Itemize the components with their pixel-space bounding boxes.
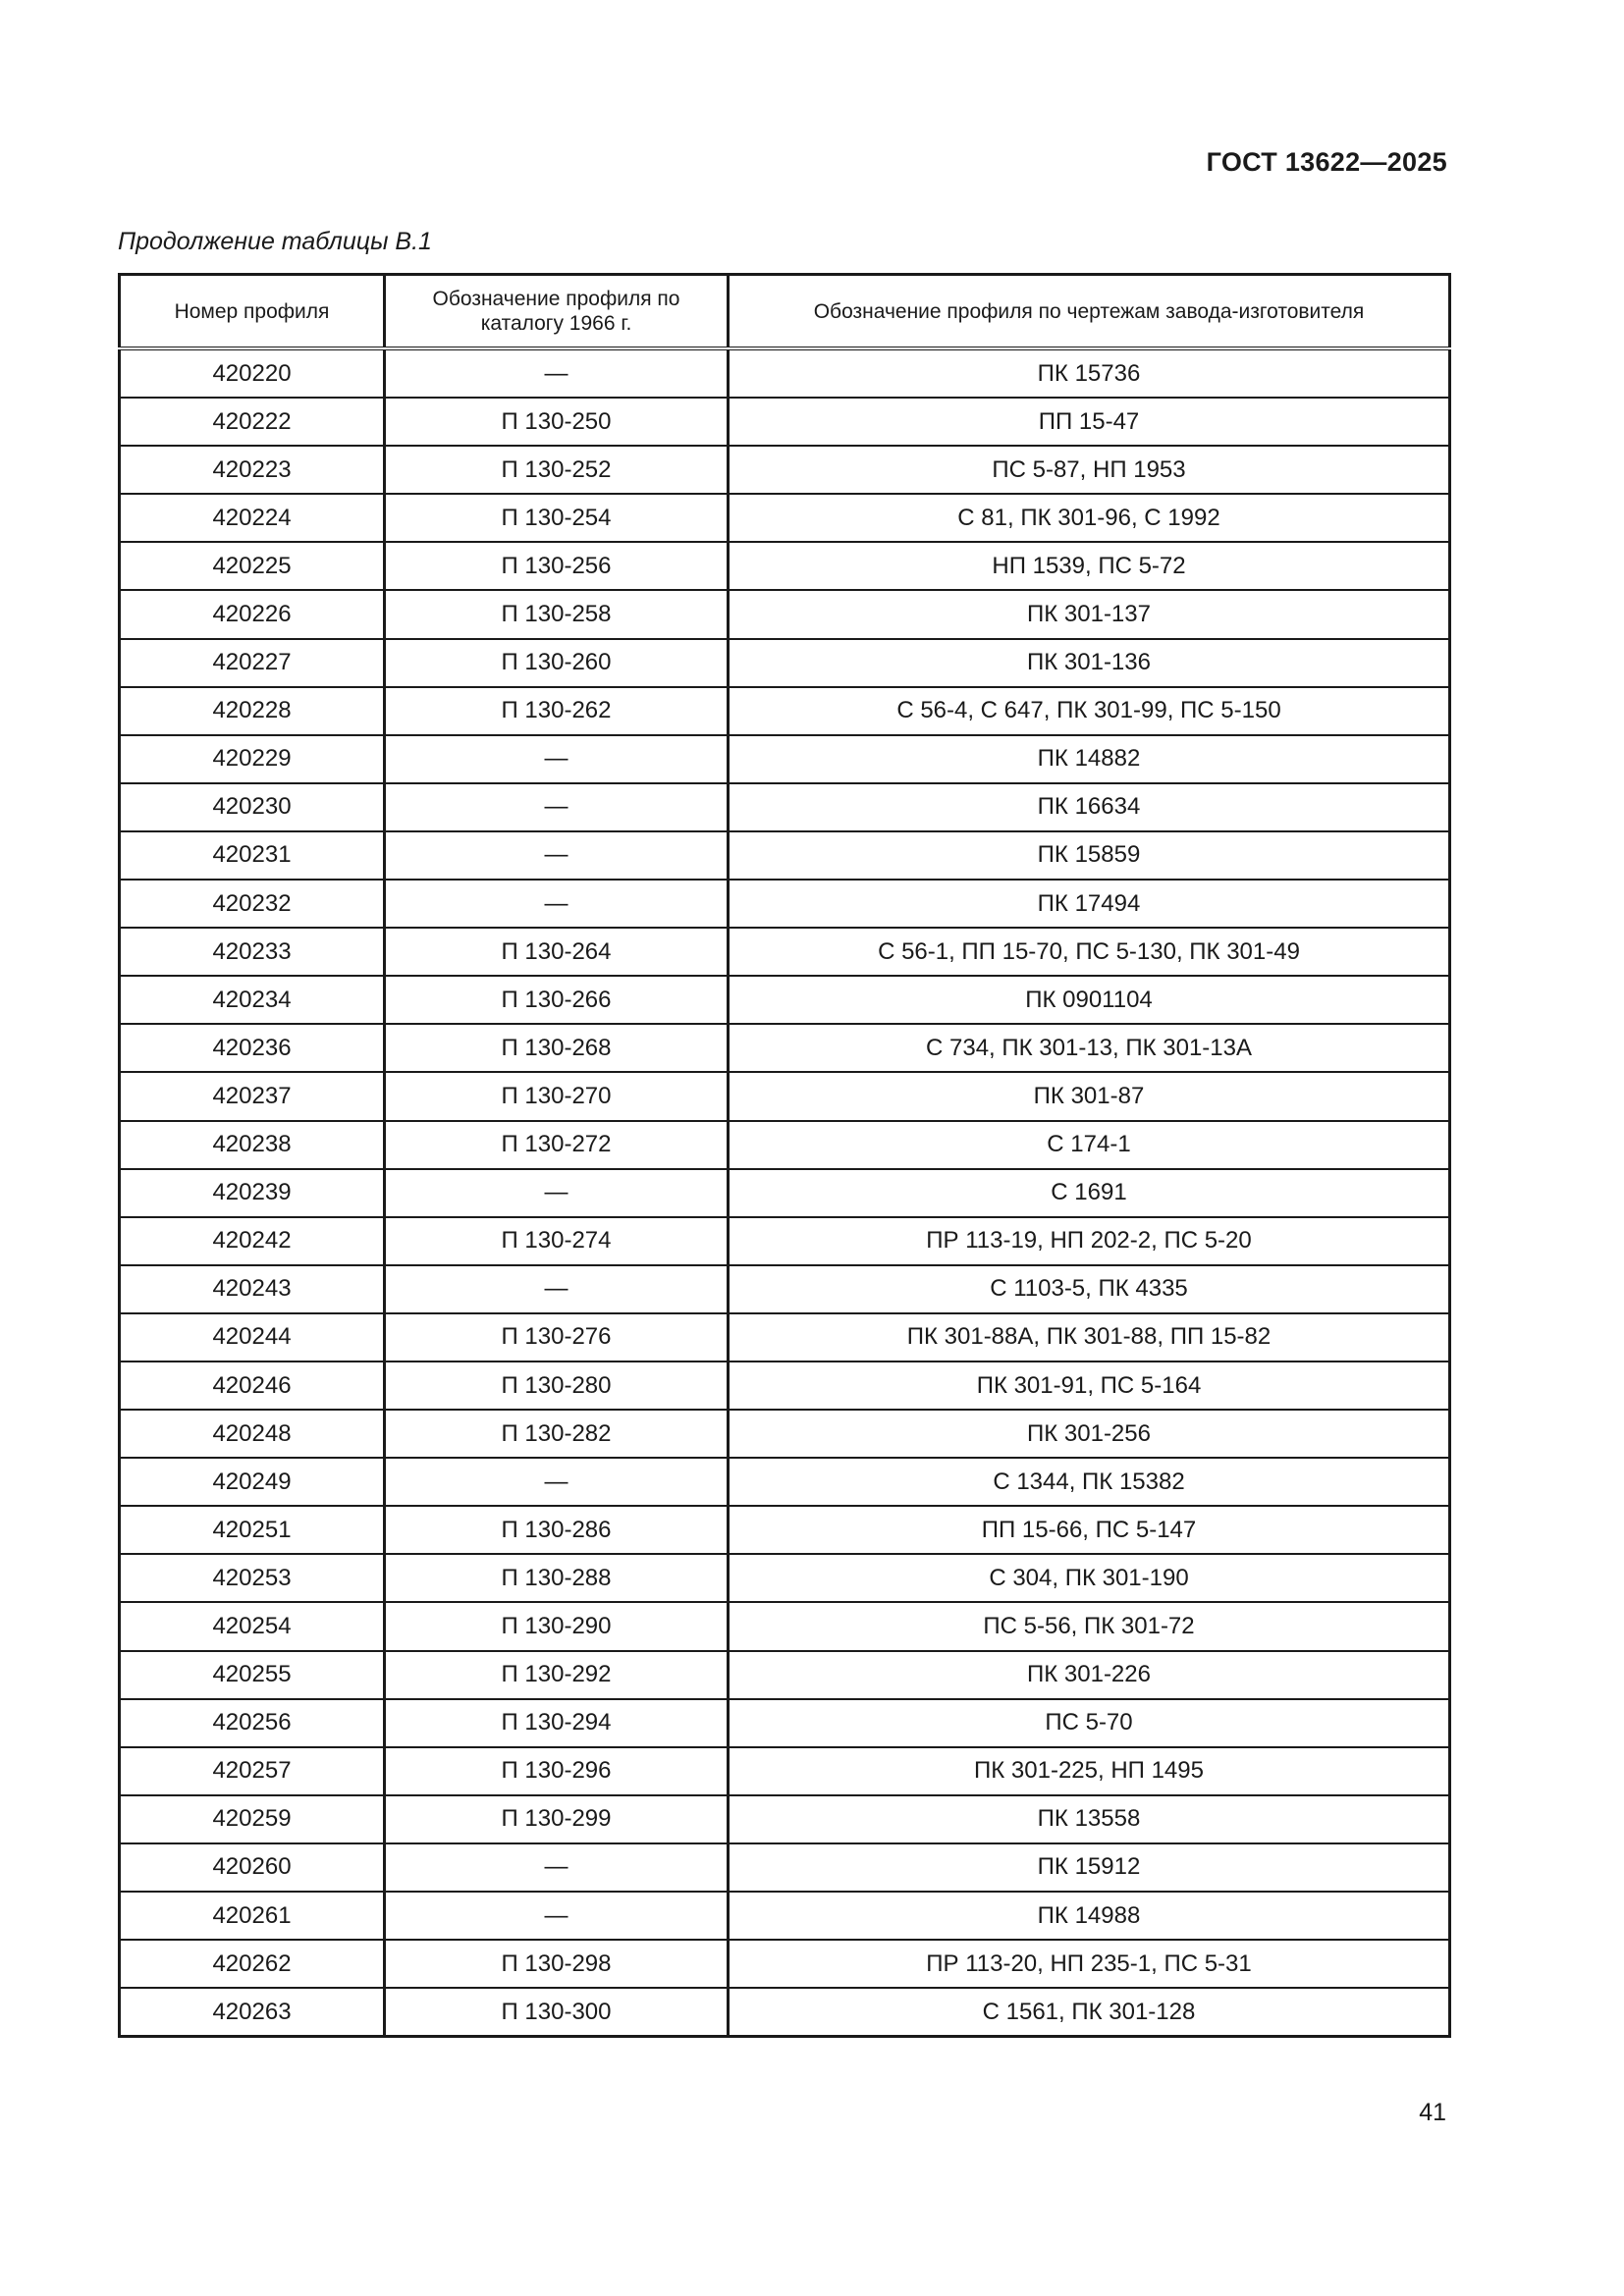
table-row [120,590,1450,638]
factory-designation-cell: ПП 15-47 [729,398,1450,446]
header-row [120,275,1450,349]
catalog-1966-cell: П 130-258 [385,590,729,638]
table-row [120,831,1450,880]
profile-number-cell: 420256 [120,1699,385,1747]
catalog-1966-cell: П 130-299 [385,1795,729,1843]
table-row [120,639,1450,687]
catalog-1966-cell: П 130-272 [385,1121,729,1169]
factory-designation-cell: С 56-4, С 647, ПК 301-99, ПС 5-150 [729,687,1450,735]
factory-designation-cell: ПС 5-56, ПК 301-72 [729,1602,1450,1650]
catalog-1966-cell: П 130-260 [385,639,729,687]
page-number: 41 [1419,2099,1446,2126]
table-row [120,494,1450,542]
catalog-1966-cell: П 130-280 [385,1362,729,1410]
table-row [120,1169,1450,1217]
table-row [120,348,1450,398]
profile-number-cell: 420260 [120,1843,385,1892]
profile-number-cell: 420228 [120,687,385,735]
table-row [120,1747,1450,1795]
table-row [120,1121,1450,1169]
table-header [120,275,1450,349]
factory-designation-cell: С 56-1, ПП 15-70, ПС 5-130, ПК 301-49 [729,928,1450,976]
factory-designation-cell: С 174-1 [729,1121,1450,1169]
factory-designation-cell: С 304, ПК 301-190 [729,1554,1450,1602]
table-row [120,1217,1450,1265]
profile-number-cell: 420263 [120,1988,385,2037]
catalog-1966-cell: П 130-300 [385,1988,729,2037]
table-row [120,1699,1450,1747]
profile-number-cell: 420234 [120,976,385,1024]
factory-designation-cell: С 1344, ПК 15382 [729,1458,1450,1506]
profile-number-cell: 420254 [120,1602,385,1650]
table-row [120,735,1450,783]
factory-designation-cell: ПК 301-225, НП 1495 [729,1747,1450,1795]
factory-designation-cell: ПК 14882 [729,735,1450,783]
factory-designation-cell: ПК 301-136 [729,639,1450,687]
table-row [120,1072,1450,1120]
profile-number-cell: 420231 [120,831,385,880]
column-header-catalog-1966: Обозначение профиля по каталогу 1966 г. [385,275,729,349]
table-row [120,446,1450,494]
table-row [120,1940,1450,1988]
profile-number-cell: 420259 [120,1795,385,1843]
table-row [120,880,1450,928]
profile-number-cell: 420227 [120,639,385,687]
profiles-table [118,273,1451,2038]
table-row [120,542,1450,590]
profile-number-cell: 420237 [120,1072,385,1120]
factory-designation-cell: ПК 16634 [729,783,1450,831]
table-row [120,398,1450,446]
factory-designation-cell: ПП 15-66, ПС 5-147 [729,1506,1450,1554]
profile-number-cell: 420246 [120,1362,385,1410]
factory-designation-cell: ПК 301-256 [729,1410,1450,1458]
table-row [120,1651,1450,1699]
catalog-1966-cell: — [385,1458,729,1506]
catalog-1966-cell: — [385,348,729,398]
table-row [120,1506,1450,1554]
catalog-1966-cell: — [385,1265,729,1313]
factory-designation-cell: ПС 5-87, НП 1953 [729,446,1450,494]
factory-designation-cell: ПК 17494 [729,880,1450,928]
table-row [120,687,1450,735]
column-header-factory-drawings: Обозначение профиля по чертежам завода-изготовителя [729,275,1450,349]
factory-designation-cell: ПР 113-19, НП 202-2, ПС 5-20 [729,1217,1450,1265]
table-row [120,1892,1450,1940]
catalog-1966-cell: П 130-274 [385,1217,729,1265]
factory-designation-cell: С 1691 [729,1169,1450,1217]
catalog-1966-cell: — [385,880,729,928]
catalog-1966-cell: П 130-282 [385,1410,729,1458]
table-row [120,928,1450,976]
profile-number-cell: 420243 [120,1265,385,1313]
table-body [120,348,1450,2037]
factory-designation-cell: ПК 14988 [729,1892,1450,1940]
catalog-1966-cell: — [385,1892,729,1940]
profile-number-cell: 420229 [120,735,385,783]
profile-number-cell: 420257 [120,1747,385,1795]
document-header: ГОСТ 13622—2025 [1206,147,1447,177]
table-row [120,1024,1450,1072]
factory-designation-cell: ПК 15912 [729,1843,1450,1892]
table-row [120,1313,1450,1362]
profile-number-cell: 420248 [120,1410,385,1458]
catalog-1966-cell: П 130-292 [385,1651,729,1699]
profile-number-cell: 420230 [120,783,385,831]
profile-number-cell: 420226 [120,590,385,638]
catalog-1966-cell: П 130-298 [385,1940,729,1988]
catalog-1966-cell: П 130-290 [385,1602,729,1650]
catalog-1966-cell: — [385,735,729,783]
profile-number-cell: 420233 [120,928,385,976]
profile-number-cell: 420236 [120,1024,385,1072]
table-row [120,1362,1450,1410]
table-row [120,1458,1450,1506]
catalog-1966-cell: — [385,831,729,880]
table-row [120,1554,1450,1602]
catalog-1966-cell: П 130-270 [385,1072,729,1120]
factory-designation-cell: НП 1539, ПС 5-72 [729,542,1450,590]
table-row [120,1602,1450,1650]
profile-number-cell: 420255 [120,1651,385,1699]
catalog-1966-cell: — [385,1169,729,1217]
table-row [120,1410,1450,1458]
profile-number-cell: 420232 [120,880,385,928]
profile-number-cell: 420242 [120,1217,385,1265]
catalog-1966-cell: — [385,783,729,831]
catalog-1966-cell: П 130-286 [385,1506,729,1554]
catalog-1966-cell: П 130-296 [385,1747,729,1795]
table-row [120,976,1450,1024]
table-row [120,1265,1450,1313]
profile-number-cell: 420223 [120,446,385,494]
catalog-1966-cell: П 130-262 [385,687,729,735]
profile-number-cell: 420249 [120,1458,385,1506]
factory-designation-cell: ПК 301-88А, ПК 301-88, ПП 15-82 [729,1313,1450,1362]
profile-number-cell: 420238 [120,1121,385,1169]
profile-number-cell: 420253 [120,1554,385,1602]
table-row [120,1843,1450,1892]
profile-number-cell: 420220 [120,348,385,398]
catalog-1966-cell: П 130-276 [385,1313,729,1362]
profile-number-cell: 420222 [120,398,385,446]
catalog-1966-cell: П 130-294 [385,1699,729,1747]
catalog-1966-cell: П 130-288 [385,1554,729,1602]
factory-designation-cell: С 81, ПК 301-96, С 1992 [729,494,1450,542]
factory-designation-cell: ПК 301-91, ПС 5-164 [729,1362,1450,1410]
factory-designation-cell: С 1103-5, ПК 4335 [729,1265,1450,1313]
factory-designation-cell: ПС 5-70 [729,1699,1450,1747]
catalog-1966-cell: П 130-250 [385,398,729,446]
factory-designation-cell: ПК 301-87 [729,1072,1450,1120]
profile-number-cell: 420224 [120,494,385,542]
factory-designation-cell: ПК 301-137 [729,590,1450,638]
catalog-1966-cell: П 130-264 [385,928,729,976]
catalog-1966-cell: П 130-256 [385,542,729,590]
factory-designation-cell: ПР 113-20, НП 235-1, ПС 5-31 [729,1940,1450,1988]
table-caption: Продолжение таблицы В.1 [118,228,432,255]
catalog-1966-cell: — [385,1843,729,1892]
factory-designation-cell: ПК 13558 [729,1795,1450,1843]
column-header-profile-number: Номер профиля [120,275,385,349]
profile-number-cell: 420225 [120,542,385,590]
catalog-1966-cell: П 130-254 [385,494,729,542]
catalog-1966-cell: П 130-266 [385,976,729,1024]
factory-designation-cell: ПК 0901104 [729,976,1450,1024]
catalog-1966-cell: П 130-252 [385,446,729,494]
table-row [120,783,1450,831]
factory-designation-cell: ПК 15859 [729,831,1450,880]
table-row [120,1988,1450,2037]
factory-designation-cell: С 734, ПК 301-13, ПК 301-13А [729,1024,1450,1072]
profile-number-cell: 420239 [120,1169,385,1217]
table-row [120,1795,1450,1843]
factory-designation-cell: С 1561, ПК 301-128 [729,1988,1450,2037]
profile-number-cell: 420262 [120,1940,385,1988]
factory-designation-cell: ПК 301-226 [729,1651,1450,1699]
profile-number-cell: 420261 [120,1892,385,1940]
profile-number-cell: 420251 [120,1506,385,1554]
factory-designation-cell: ПК 15736 [729,348,1450,398]
catalog-1966-cell: П 130-268 [385,1024,729,1072]
profile-number-cell: 420244 [120,1313,385,1362]
